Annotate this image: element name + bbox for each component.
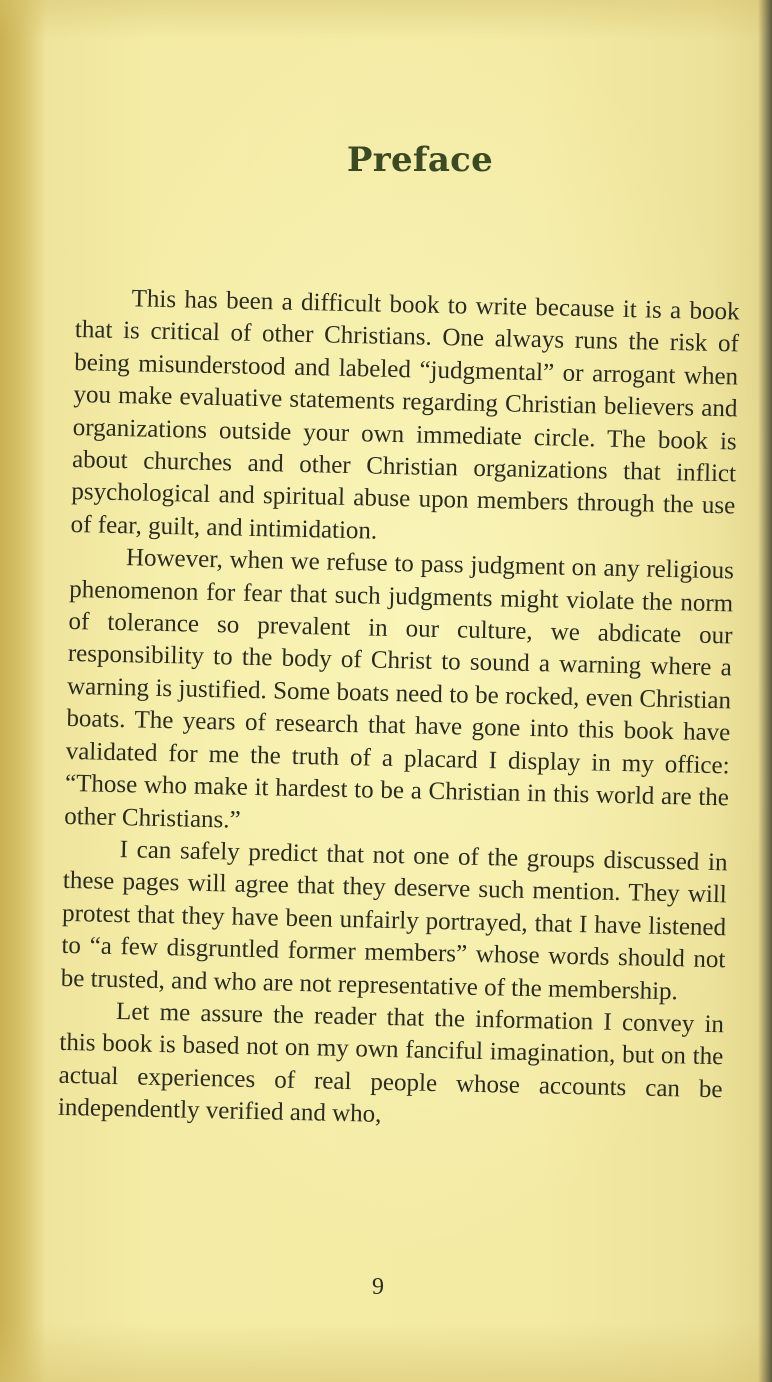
page-number: 9 (372, 1274, 384, 1300)
page-shadow-top (0, 0, 772, 40)
page-shadow-left (0, 0, 46, 1382)
paragraph-2: However, when we refuse to pass judgment on any religious phenomenon for fear that such judgments might violate the norm of tolerance so prevalent in our culture, we abdicate our responsibility to the body of Christ to sound a warning where a warning is justified. Some boats need to be rocked, even Christian boats. The years of research that have gone into this book have validated for me the truth of a placard I display in my office: “Those who make it hardest to be a Christian in this world are the other Christians.” (64, 544, 735, 834)
paragraph-4: Let me assure the reader that the information I convey in this book is based not on my own fanciful imagination, but on the actual experiences of real people whose accounts can be independently verified and who, (57, 997, 725, 1129)
page-edge-right (758, 0, 772, 1382)
body-text (58, 282, 740, 1139)
page-title: Preface (346, 140, 494, 180)
paragraph-1: This has been a difficult book to write because it is a book that is critical of other Christians. One always runs the risk of being misunderstood and labeled “judgmental” or arrogant when you make evaluative statements regarding Christian believers and organizations outside your own immediate circle. The book is about churches and other Christian organizations that inflict psychological and spiritual abuse upon members through the use of fear, guilt, and intimidation. (70, 285, 740, 545)
page-shadow-bottom (0, 1322, 772, 1382)
paragraph-3: I can safely predict that not one of the groups discussed in these pages will agree that they deserve such mention. They will protest that they have been unfairly portrayed, that I have listened to “a few disgruntled former members” whose words should not be trusted, and who are not representative of the membership. (60, 835, 728, 1005)
